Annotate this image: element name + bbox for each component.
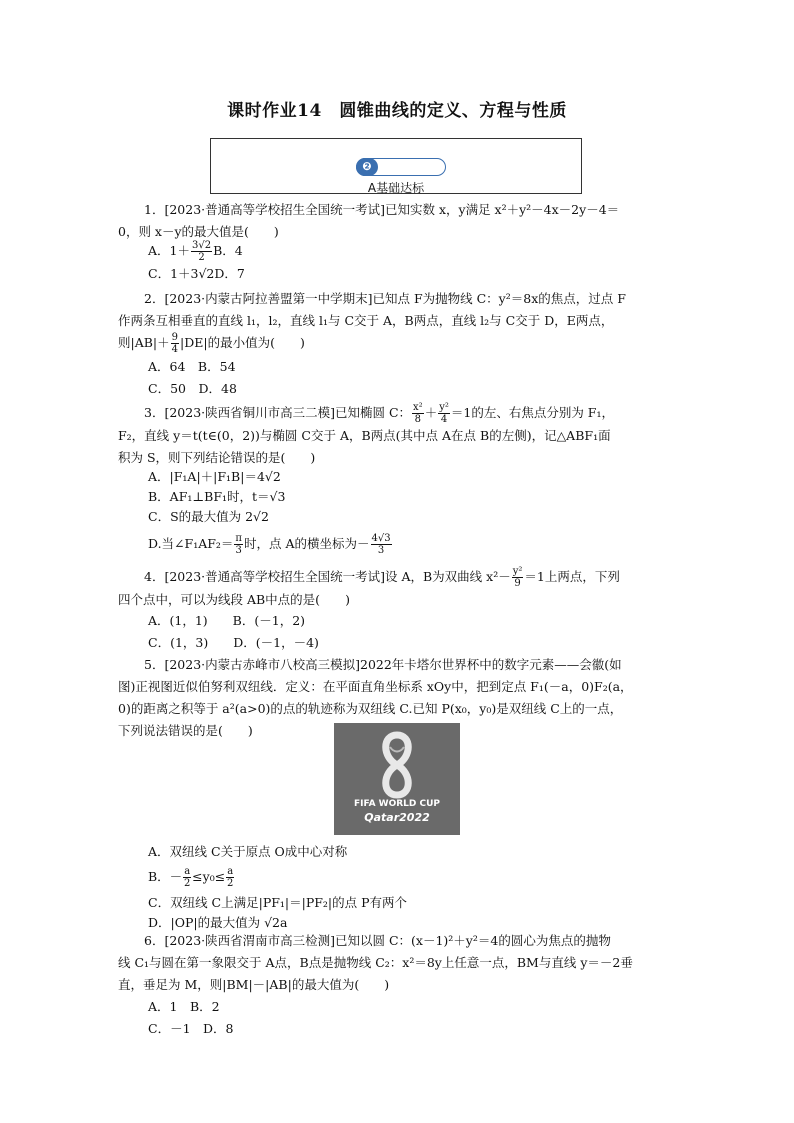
q4-option-cd: C．(1，3) D．(－1，－4) xyxy=(148,635,319,650)
q5-line-3: 0)的距离之积等于 a²(a>0)的点的轨迹称为双纽线 C.已知 P(x₀，y₀)是双纽线 C上的一点， xyxy=(118,701,623,716)
section-banner xyxy=(210,138,582,194)
q5-options xyxy=(148,842,407,933)
q5-option-b: B．－ $\frac{a}{2}$ ≤y₀≤ $\frac{a}{2}$ xyxy=(148,866,234,889)
q6-line-1: 6．[2023·陕西省渭南市高三检测]已知以圆 C：(x－1)²＋y²＝4的圆心为焦点的抛物 xyxy=(144,933,611,948)
q6-line-3: 直，垂足为 M，则|BM|－|AB|的最大值为( ) xyxy=(118,977,390,992)
q4-options xyxy=(148,610,319,654)
q2-options xyxy=(148,356,237,400)
q3-option-d: D.当∠F₁AF₂＝ $\frac{\pi}{3}$ 时，点 A的横坐标为－ $\frac{4√3}{3}$ xyxy=(148,533,391,556)
world-cup-emblem-image xyxy=(334,723,460,835)
q3-line-1: 3．[2023·陕西省铜川市高三二模]已知椭圆 C： $\frac{\text{x²}}{8}$ ＋ $\frac{\text{y²}}{4}$ ＝1的左、右焦点分别为 F₁， xyxy=(144,402,614,425)
q3-option-b: B．AF₁⊥BF₁时，t＝√3 xyxy=(148,489,286,504)
q6-line-2: 线 C₁与圆在第一象限交于 A点，B点是抛物线 C₂：x²＝8y上任意一点，BM与直线 y＝－2垂 xyxy=(118,955,633,970)
q1-option-ab: A．1＋ $\frac{3√2}{2}$ B．4 xyxy=(148,240,243,263)
question-6 xyxy=(118,930,678,996)
q2-line-3: 则|AB|＋ $\frac{9}{4}$ |DE|的最小值为( ) xyxy=(118,332,305,355)
emblem-text-line-1: FIFA WORLD CUP xyxy=(353,799,441,809)
q5-option-c: C．双纽线 C上满足|PF₁|＝|PF₂|的点 P有两个 xyxy=(148,895,408,910)
question-2 xyxy=(118,288,678,355)
q2-line-2: 作两条互相垂直的直线 l₁，l₂，直线 l₁与 C交于 A，B两点，直线 l₂与 C交于 D，E两点， xyxy=(118,313,614,328)
q6-option-ab: A．1 B．2 xyxy=(148,999,220,1014)
q1-option-cd: C．1＋3√2D．7 xyxy=(148,266,245,281)
q4-line-2: 四个点中，可以为线段 AB中点的是( ) xyxy=(118,592,350,607)
question-4 xyxy=(118,566,678,611)
q5-option-a: A．双纽线 C关于原点 O成中心对称 xyxy=(148,844,348,859)
q4-line-1: 4．[2023·普通高等学校招生全国统一考试]设 A，B为双曲线 x²－ $\frac{\text{y²}}{9}$ ＝1上两点，下列 xyxy=(144,566,620,589)
q5-line-2: 图)正视图近似伯努利双纽线．定义：在平面直角坐标系 xOy中，把到定点 F₁(－a，0)F₂(a， xyxy=(118,679,633,694)
question-3 xyxy=(118,402,678,469)
q1-fraction: $\frac{3√2}{2}$ xyxy=(191,240,212,263)
q1-options xyxy=(148,240,245,285)
q5-line-1: 5．[2023·内蒙古赤峰市八校高三模拟]2022年卡塔尔世界杯中的数字元素——会徽(如 xyxy=(144,657,622,672)
q3-option-c: C．S的最大值为 2√2 xyxy=(148,509,269,524)
section-number-badge: ❷ xyxy=(356,158,378,176)
q2-line-1: 2．[2023·内蒙古阿拉善盟第一中学期末]已知点 F为抛物线 C：y²＝8x的焦点，过点 F xyxy=(144,291,626,306)
q2-option-cd: C．50 D．48 xyxy=(148,381,237,396)
section-label: A基础达标 xyxy=(367,181,425,195)
q5-option-d: D．|OP|的最大值为 √2a xyxy=(148,915,288,930)
emblem-text-line-2: Qatar2022 xyxy=(364,811,430,824)
q3-options xyxy=(148,467,393,556)
q3-line-2: F₂，直线 y＝t(t∈(0，2))与椭圆 C交于 A，B两点(其中点 A在点 B的左侧)，记△ABF₁面 xyxy=(118,428,611,443)
q3-option-a: A．|F₁A|＋|F₁B|＝4√2 xyxy=(148,469,281,484)
section-pill xyxy=(356,158,446,176)
question-1 xyxy=(118,199,678,243)
q6-options xyxy=(148,996,234,1040)
q2-option-ab: A．64 B．54 xyxy=(148,359,236,374)
q1-line-2: 0，则 x－y的最大值是( ) xyxy=(118,224,279,239)
q3-line-3: 积为 S，则下列结论错误的是( ) xyxy=(118,450,316,465)
q1-line-1: 1．[2023·普通高等学校招生全国统一考试]已知实数 x，y满足 x²＋y²－4x－2y－4＝ xyxy=(144,202,620,217)
page-title: 课时作业14 圆锥曲线的定义、方程与性质 xyxy=(227,101,567,121)
q4-option-ab: A．(1，1) B．(－1，2) xyxy=(148,613,306,628)
q6-option-cd: C．－1 D．8 xyxy=(148,1021,234,1036)
q5-line-4: 下列说法错误的是( ) xyxy=(118,723,253,738)
